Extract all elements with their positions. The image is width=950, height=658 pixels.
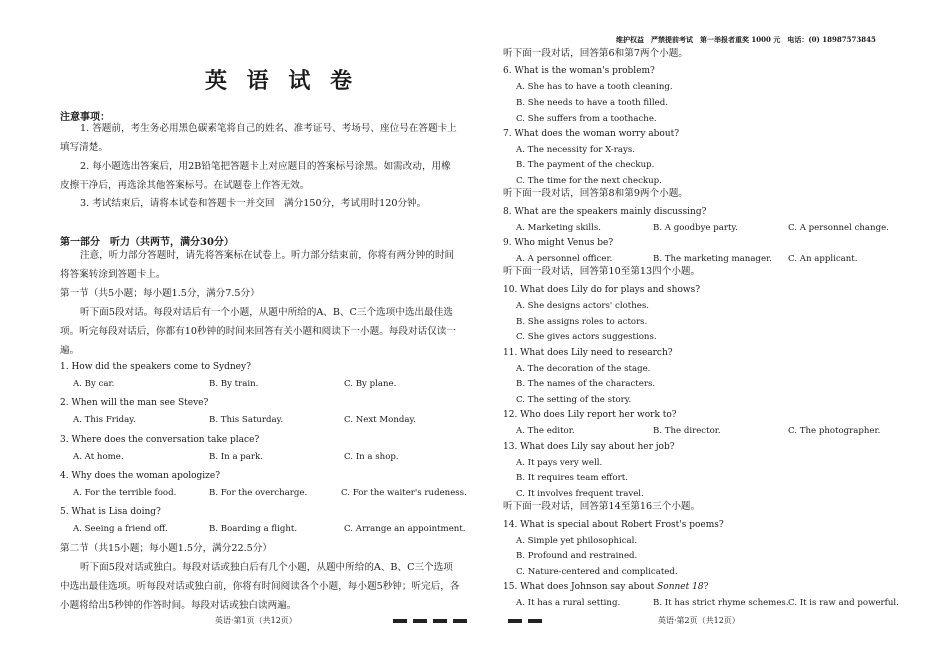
option-9a: A. A personnel officer.: [516, 254, 613, 264]
section2-heading: 第二节（共15小题；每小题1.5分，满分22.5分）: [60, 543, 272, 554]
option-8a: A. Marketing skills.: [516, 223, 601, 233]
option-13b: B. It requires team effort.: [516, 473, 628, 483]
option-10a: A. She designs actors' clothes.: [516, 301, 649, 311]
dialog-instruction-14-16: 听下面一段对话，回答第14至第16三个小题。: [503, 501, 701, 512]
question-3: 3. Where does the conversation take place?: [60, 435, 260, 445]
option-4b: B. For the overcharge.: [209, 488, 308, 498]
part1-heading: 第一部分 听力（共两节，满分30分）: [60, 237, 234, 248]
question-1: 1. How did the speakers come to Sydney?: [60, 362, 251, 372]
option-11c: C. The setting of the story.: [516, 395, 632, 405]
option-9c: C. An applicant.: [788, 254, 858, 264]
footer-mark: [508, 619, 522, 623]
option-9b: B. The marketing manager.: [653, 254, 772, 264]
question-11: 11. What does Lily need to research?: [503, 348, 673, 358]
header-notice: 维护权益 严禁提前考试 第一举报者重奖 1000 元 电话：(0) 18987573845: [616, 35, 876, 44]
option-13a: A. It pays very well.: [516, 458, 603, 468]
footer-mark: [413, 619, 427, 623]
option-4c: C. For the waiter's rudeness.: [341, 488, 467, 498]
option-12c: C. The photographer.: [788, 426, 881, 436]
option-8c: C. A personnel change.: [788, 223, 889, 233]
option-8b: B. A goodbye party.: [653, 223, 738, 233]
footer-mark: [453, 619, 467, 623]
option-14c: C. Nature-centered and complicated.: [516, 567, 678, 577]
footer-page-1: 英语·第1页（共12页）: [215, 616, 297, 625]
option-1c: C. By plane.: [344, 379, 397, 389]
option-15c: C. It is raw and powerful.: [788, 598, 899, 608]
option-6a: A. She has to have a tooth cleaning.: [516, 82, 673, 92]
option-6b: B. She needs to have a tooth filled.: [516, 98, 668, 108]
option-1a: A. By car.: [73, 379, 115, 389]
option-4a: A. For the terrible food.: [73, 488, 177, 498]
footer-page-2: 英语·第2页（共12页）: [658, 616, 740, 625]
question-10: 10. What does Lily do for plays and shows?: [503, 285, 701, 295]
option-7b: B. The payment of the checkup.: [516, 160, 655, 170]
option-3a: A. At home.: [73, 452, 124, 462]
option-2c: C. Next Monday.: [344, 415, 416, 425]
footer-mark: [393, 619, 407, 623]
option-7a: A. The necessity for X-rays.: [516, 145, 636, 155]
question-15-mark: ?: [703, 582, 709, 592]
option-1b: B. By train.: [209, 379, 259, 389]
exam-title: 英 语 试 卷: [205, 68, 358, 94]
option-5b: B. Boarding a flight.: [209, 524, 298, 534]
option-3c: C. In a shop.: [344, 452, 399, 462]
option-12b: B. The director.: [653, 426, 721, 436]
option-10c: C. She gives actors suggestions.: [516, 332, 657, 342]
option-12a: A. The editor.: [516, 426, 575, 436]
note-3: 3. 考试结束后，请将本试卷和答题卡一并交回 满分150分，考试用时120分钟。: [80, 198, 427, 209]
question-5: 5. What is Lisa doing?: [60, 507, 161, 517]
option-2b: B. This Saturday.: [209, 415, 284, 425]
dialog-instruction-6-7: 听下面一段对话，回答第6和第7两个小题。: [503, 48, 688, 59]
option-14a: A. Simple yet philosophical.: [516, 536, 638, 546]
option-5c: C. Arrange an appointment.: [344, 524, 466, 534]
option-11b: B. The names of the characters.: [516, 379, 656, 389]
option-11a: A. The decoration of the stage.: [516, 364, 651, 374]
footer-mark: [433, 619, 447, 623]
option-10b: B. She assigns roles to actors.: [516, 317, 648, 327]
option-7c: C. The time for the next checkup.: [516, 176, 662, 186]
option-15b: B. It has strict rhyme schemes.: [653, 598, 789, 608]
section1-heading: 第一节（共5小题；每小题1.5分，满分7.5分）: [60, 288, 260, 299]
option-5a: A. Seeing a friend off.: [73, 524, 168, 534]
dialog-instruction-10-13: 听下面一段对话，回答第10至第13四个小题。: [503, 266, 701, 277]
note-1: 1. 答题前，考生务必用黑色碳素笔将自己的姓名、准考证号、考场号、座位号在答题卡上填写清楚。: [60, 123, 457, 153]
option-6c: C. She suffers from a toothache.: [516, 114, 657, 124]
section1-intro: 听下面5段对话。每段对话后有一个小题，从题中所给的A、B、C三个选项中选出最佳选项。听完每段对话后，你都有10秒钟的时间来回答有关小题和阅读下一小题。每段对话仅读一遍。: [60, 307, 456, 356]
question-15-text: 15. What does Johnson say about: [503, 582, 658, 592]
question-12: 12. Who does Lily report her work to?: [503, 410, 677, 420]
question-8: 8. What are the speakers mainly discussing?: [503, 207, 707, 217]
option-14b: B. Profound and restrained.: [516, 551, 638, 561]
question-4: 4. Why does the woman apologize?: [60, 471, 221, 481]
question-13: 13. What does Lily say about her job?: [503, 442, 675, 452]
option-3b: B. In a park.: [209, 452, 263, 462]
question-15-title: Sonnet 18: [657, 582, 704, 592]
question-15: [503, 582, 708, 592]
footer-mark: [528, 619, 542, 623]
notes-heading: 注意事项：: [60, 112, 110, 123]
question-14: 14. What is special about Robert Frost's poems?: [503, 520, 724, 530]
right-page: [478, 0, 950, 658]
question-9: 9. Who might Venus be?: [503, 238, 614, 248]
question-7: 7. What does the woman worry about?: [503, 129, 680, 139]
question-2: 2. When will the man see Steve?: [60, 398, 209, 408]
question-6: 6. What is the woman's problem?: [503, 66, 655, 76]
section2-intro: 听下面5段对话或独白。每段对话或独白后有几个小题，从题中所给的A、B、C三个选项中选出最佳选项。听每段对话或独白前，你将有时间阅读各个小题，每小题5秒钟；听完后，各小题将给出5秒钟的作答时间。每段对话或独白读两遍。: [60, 562, 460, 611]
option-13c: C. It involves frequent travel.: [516, 489, 644, 499]
part1-intro: 注意，听力部分答题时，请先将答案标在试卷上。听力部分结束前，你将有两分钟的时间将答案转涂到答题卡上。: [60, 250, 455, 280]
option-2a: A. This Friday.: [73, 415, 136, 425]
dialog-instruction-8-9: 听下面一段对话，回答第8和第9两个小题。: [503, 188, 688, 199]
option-15a: A. It has a rural setting.: [516, 598, 621, 608]
note-2: 2. 每小题选出答案后，用2B铅笔把答题卡上对应题目的答案标号涂黑。如需改动，用橡皮擦干净后，再选涂其他答案标号。在试题卷上作答无效。: [60, 161, 451, 191]
